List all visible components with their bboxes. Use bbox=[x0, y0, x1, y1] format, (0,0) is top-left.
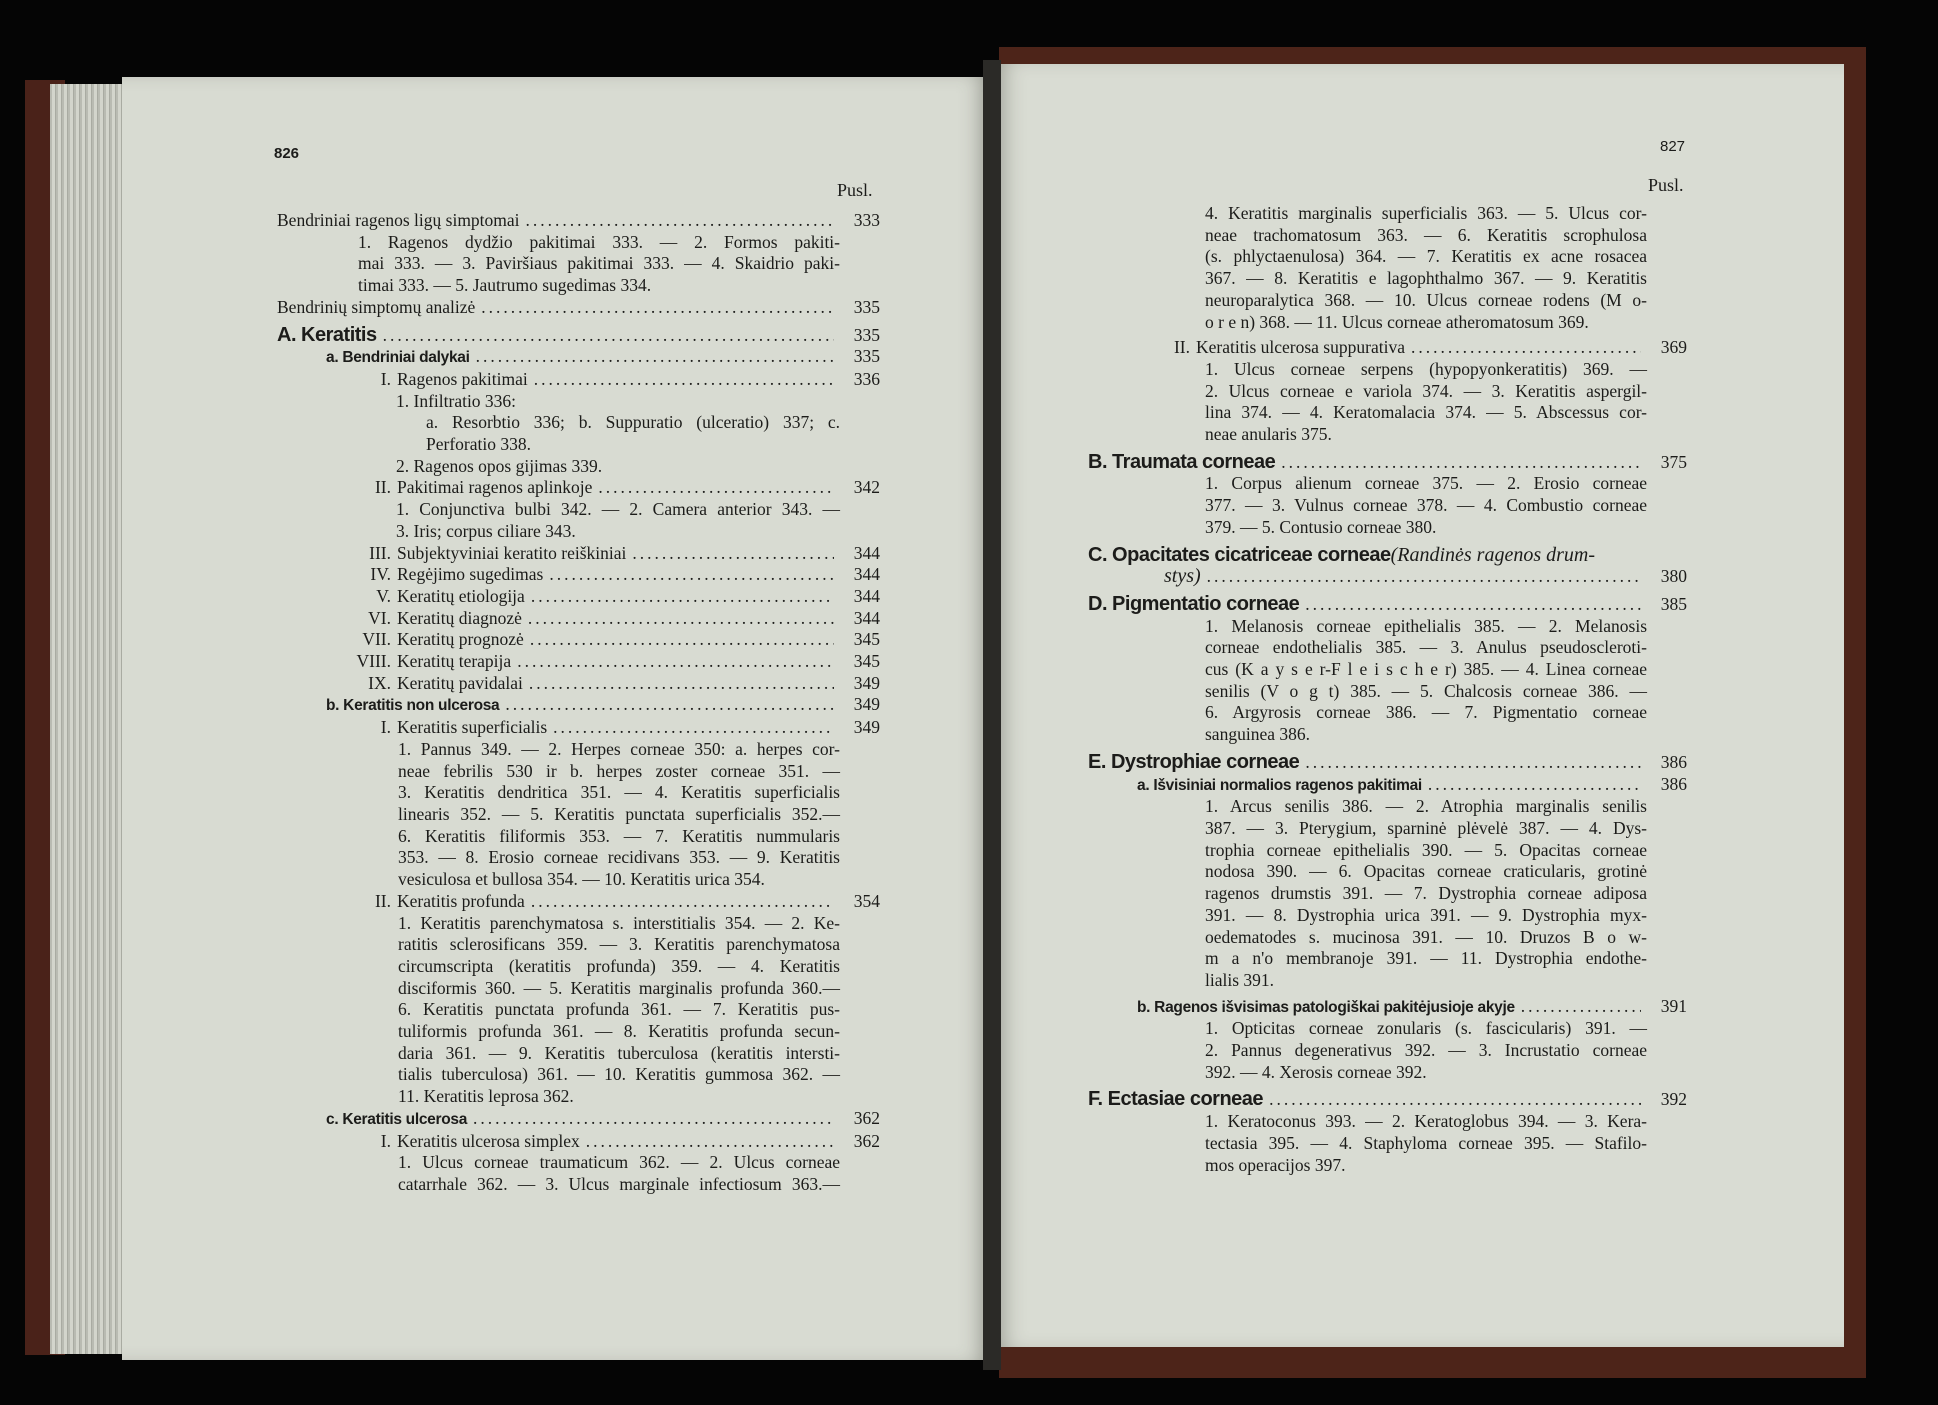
description-line: corneae endothelialis 385. — 3. Anulus pseudoscleroti- bbox=[1205, 637, 1647, 658]
dot-leader bbox=[586, 1131, 834, 1153]
entry-page-number: 333 bbox=[853, 210, 880, 230]
dot-leader bbox=[1305, 594, 1641, 616]
entry-page-number: 345 bbox=[853, 651, 880, 672]
description-line: 6. Keratitis punctata profunda 361. — 7. Keratitis pus- bbox=[398, 999, 840, 1020]
description-line: 367. — 8. Keratitis e lagophthalmo 367. — 9. Keratitis bbox=[1205, 268, 1647, 289]
entry-page-number: 344 bbox=[853, 564, 880, 585]
description-line: tialis tuberculosa) 361. — 10. Keratitis gummosa 362. — bbox=[398, 1064, 840, 1085]
entry-page-number: 349 bbox=[853, 717, 880, 738]
description-line: 353. — 8. Erosio corneae recidivans 353. — 9. Keratitis bbox=[398, 847, 840, 868]
dot-leader bbox=[1269, 1089, 1641, 1111]
dot-leader bbox=[1207, 566, 1641, 588]
toc-description bbox=[277, 391, 880, 413]
entry-label: Keratitis ulcerosa suppurativa bbox=[1196, 337, 1405, 358]
entry-label: F. Ectasiae corneae bbox=[1088, 1088, 1264, 1111]
right-page-number: 827 bbox=[1660, 138, 1686, 155]
description-line: neae febrilis 530 ir b. herpes zoster corneae 351. — bbox=[398, 760, 840, 781]
description-line: cus (K a y s e r-F l e i s c h e r) 385. — 4. Linea corneae bbox=[1205, 659, 1647, 680]
dot-leader bbox=[1411, 337, 1641, 359]
description-line: senilis (V o g t) 385. — 5. Chalcosis corneae 386. — bbox=[1205, 680, 1647, 701]
roman-numeral: I. bbox=[380, 1130, 391, 1151]
toc-description bbox=[277, 412, 880, 455]
entry-page-number: 335 bbox=[853, 346, 880, 367]
roman-numeral: I. bbox=[380, 368, 391, 389]
toc-entry bbox=[277, 1131, 880, 1153]
dot-leader bbox=[598, 477, 834, 499]
toc-entry bbox=[277, 694, 880, 717]
dot-leader bbox=[530, 629, 834, 651]
entry-label: Keratitų etiologija bbox=[397, 585, 525, 606]
entry-label: Regėjimo sugedimas bbox=[397, 564, 544, 585]
entry-label: Keratitų pavidalai bbox=[397, 672, 523, 693]
toc-entry bbox=[1088, 1089, 1687, 1111]
entry-page-number: 386 bbox=[1660, 773, 1687, 794]
entry-page-number: 335 bbox=[853, 296, 880, 317]
description-line: a. Resorbtio 336; b. Suppuratio (ulceratio) 337; c. bbox=[426, 412, 840, 433]
dot-leader bbox=[473, 1108, 834, 1130]
entry-page-number: 375 bbox=[1660, 451, 1687, 472]
entry-label: Keratitis superficialis bbox=[397, 717, 548, 738]
entry-page-number: 392 bbox=[1660, 1089, 1687, 1110]
toc-description bbox=[277, 1152, 880, 1195]
dot-leader bbox=[1428, 774, 1641, 796]
dot-leader bbox=[481, 297, 834, 319]
toc-entry bbox=[1088, 752, 1687, 774]
toc-entry bbox=[277, 717, 880, 739]
dot-leader bbox=[526, 210, 834, 232]
left-pusl-header: Pusl. bbox=[837, 180, 873, 200]
description-line: tuliformis profunda 361. — 8. Keratitis profunda secun- bbox=[398, 1021, 840, 1042]
description-line: timai 333. — 5. Jautrumo sugedimas 334. bbox=[358, 275, 652, 296]
dot-leader bbox=[529, 673, 834, 695]
description-line: 1. Arcus senilis 386. — 2. Atrophia marginalis senilis bbox=[1205, 796, 1647, 817]
roman-numeral: IX. bbox=[368, 672, 391, 693]
entry-page-number: 335 bbox=[853, 324, 880, 345]
description-line: m a n'o membranoje 391. — 11. Dystrophia endothe- bbox=[1205, 948, 1647, 969]
toc-entry bbox=[277, 891, 880, 913]
entry-label: C. Opacitates cicatriceae corneae bbox=[1088, 543, 1391, 566]
entry-page-number: 336 bbox=[853, 368, 880, 389]
description-line: neae anularis 375. bbox=[1205, 424, 1332, 445]
dot-leader bbox=[534, 369, 834, 391]
description-line: disciformis 360. — 5. Keratitis marginalis profunda 360.— bbox=[398, 977, 840, 998]
entry-label: Ragenos pakitimai bbox=[397, 368, 528, 389]
dot-leader bbox=[531, 586, 834, 608]
description-line: Perforatio 338. bbox=[426, 434, 531, 455]
entry-label: b. Keratitis non ulcerosa bbox=[326, 697, 500, 715]
description-line: oedematodes s. mucinosa 391. — 10. Druzos B o w- bbox=[1205, 926, 1647, 947]
description-line: 2. Pannus degenerativus 392. — 3. Incrustatio corneae bbox=[1205, 1040, 1647, 1061]
description-line: vesiculosa et bullosa 354. — 10. Keratitis urica 354. bbox=[398, 869, 765, 890]
toc-entry bbox=[1088, 452, 1687, 474]
dot-leader bbox=[549, 564, 834, 586]
toc-entry bbox=[277, 651, 880, 673]
entry-label: Keratitų prognozė bbox=[397, 629, 524, 650]
description-line: circumscripta (keratitis profunda) 359. — 4. Keratitis bbox=[398, 955, 840, 976]
description-line: 6. Argyrosis corneae 386. — 7. Pigmentatio corneae bbox=[1205, 702, 1647, 723]
toc-description bbox=[277, 913, 880, 1108]
description-line: 387. — 3. Pterygium, sparninė plėvelė 387. — 4. Dys- bbox=[1205, 817, 1647, 838]
entry-page-number: 391 bbox=[1660, 995, 1687, 1016]
roman-numeral: I. bbox=[380, 717, 391, 738]
dot-leader bbox=[1305, 752, 1641, 774]
entry-label: Bendriniai ragenos ligų simptomai bbox=[277, 210, 520, 230]
dot-leader bbox=[1281, 452, 1641, 474]
description-line: 4. Keratitis marginalis superficialis 363. — 5. Ulcus cor- bbox=[1205, 203, 1647, 223]
entry-page-number: 362 bbox=[853, 1107, 880, 1128]
description-line: nodosa 390. — 6. Opacitas corneae craticularis, grotinė bbox=[1205, 861, 1647, 882]
description-line: sanguinea 386. bbox=[1205, 724, 1310, 745]
dot-leader bbox=[528, 608, 834, 630]
right-toc bbox=[1088, 203, 1687, 1176]
description-line: neuroparalytica 368. — 10. Ulcus corneae rodens (M o- bbox=[1205, 289, 1647, 310]
roman-numeral: II. bbox=[374, 890, 391, 911]
dot-leader bbox=[553, 717, 834, 739]
entry-page-number: 344 bbox=[853, 585, 880, 606]
entry-label: a. Bendriniai dalykai bbox=[326, 349, 470, 367]
toc-description bbox=[1088, 203, 1687, 333]
toc-entry bbox=[277, 210, 880, 232]
entry-page-number: 349 bbox=[853, 672, 880, 693]
roman-numeral: VI. bbox=[368, 607, 391, 628]
description-line: 3. Keratitis dendritica 351. — 4. Keratitis superficialis bbox=[398, 782, 840, 803]
entry-label-italic: (Randinės ragenos drum- bbox=[1390, 543, 1595, 566]
dot-leader bbox=[476, 346, 834, 368]
description-line: 1. Keratitis parenchymatosa s. interstitialis 354. — 2. Ke- bbox=[398, 912, 840, 933]
description-line: 1. Conjunctiva bulbi 342. — 2. Camera anterior 343. — bbox=[396, 499, 840, 520]
dot-leader bbox=[505, 694, 834, 716]
toc-description bbox=[1088, 796, 1687, 991]
description-line: mai 333. — 3. Paviršiaus pakitimai 333. — 4. Skaidrio paki- bbox=[358, 253, 840, 274]
dot-leader bbox=[383, 325, 834, 347]
toc-entry bbox=[1088, 337, 1687, 359]
entry-page-number: 344 bbox=[853, 542, 880, 563]
toc-description bbox=[1088, 1018, 1687, 1083]
toc-entry bbox=[277, 1108, 880, 1131]
toc-entry bbox=[1088, 996, 1687, 1019]
description-line: daria 361. — 9. Keratitis tuberculosa (keratitis intersti- bbox=[398, 1042, 840, 1063]
description-line: (s. phlyctaenulosa) 364. — 7. Keratitis ex acne rosacea bbox=[1205, 246, 1647, 267]
roman-numeral: IV. bbox=[370, 564, 391, 585]
entry-label: Keratitų terapija bbox=[397, 651, 512, 672]
page-stack-edge bbox=[50, 84, 128, 1354]
left-page-number: 826 bbox=[274, 145, 300, 162]
description-line: neae trachomatosum 363. — 6. Keratitis scrophulosa bbox=[1205, 224, 1647, 245]
description-line: tectasia 395. — 4. Staphyloma corneae 395. — Stafilo- bbox=[1205, 1132, 1647, 1153]
description-line: 1. Ragenos dydžio pakitimai 333. — 2. Formos pakiti- bbox=[358, 231, 840, 252]
roman-numeral: V. bbox=[376, 585, 391, 606]
toc-description bbox=[1088, 1111, 1687, 1176]
entry-label: Bendrinių simptomų analizė bbox=[277, 296, 476, 317]
right-pusl-header: Pusl. bbox=[1648, 175, 1684, 195]
toc-entry bbox=[1088, 594, 1687, 616]
entry-page-number: 380 bbox=[1660, 566, 1687, 587]
description-line: 2. Ulcus corneae e variola 374. — 3. Keratitis aspergil- bbox=[1205, 380, 1647, 401]
toc-entry bbox=[277, 297, 880, 319]
entry-label: a. Išvisiniai normalios ragenos pakitimai bbox=[1137, 776, 1422, 794]
toc-description bbox=[277, 499, 880, 542]
toc-entry bbox=[277, 673, 880, 695]
toc-entry bbox=[277, 629, 880, 651]
toc-entry bbox=[277, 346, 880, 369]
toc-entry bbox=[277, 564, 880, 586]
entry-label: Pakitimai ragenos aplinkoje bbox=[397, 477, 593, 498]
description-line: 1. Ulcus corneae serpens (hypopyonkeratitis) 369. — bbox=[1205, 358, 1647, 379]
description-line: 6. Keratitis filiformis 353. — 7. Keratitis nummularis bbox=[398, 825, 840, 846]
description-line: 2. Ragenos opos gijimas 339. bbox=[396, 455, 603, 476]
toc-entry bbox=[277, 477, 880, 499]
entry-page-number: 349 bbox=[853, 694, 880, 715]
toc-description bbox=[277, 232, 880, 297]
roman-numeral: VIII. bbox=[356, 651, 391, 672]
dot-leader bbox=[517, 651, 834, 673]
left-toc bbox=[277, 210, 880, 1196]
entry-page-number: 354 bbox=[853, 890, 880, 911]
toc-entry-continuation bbox=[1088, 566, 1687, 588]
dot-leader bbox=[531, 891, 834, 913]
description-line: ragenos drumstis 391. — 7. Dystrophia corneae adiposa bbox=[1205, 883, 1647, 904]
roman-numeral: VII. bbox=[362, 629, 391, 650]
description-line: linearis 352. — 5. Keratitis punctata superficialis 352.— bbox=[398, 803, 840, 824]
entry-page-number: 342 bbox=[853, 477, 880, 498]
entry-label: D. Pigmentatio corneae bbox=[1088, 592, 1300, 615]
entry-label: A. Keratitis bbox=[277, 323, 377, 346]
description-line: catarrhale 362. — 3. Ulcus marginale infectiosum 363.— bbox=[398, 1173, 840, 1194]
entry-page-number: 386 bbox=[1660, 751, 1687, 772]
description-line: trophia corneae epithelialis 390. — 5. Opacitas corneae bbox=[1205, 839, 1647, 860]
description-line: 391. — 8. Dystrophia urica 391. — 9. Dystrophia myx- bbox=[1205, 904, 1647, 925]
toc-description bbox=[277, 456, 880, 478]
entry-label: Keratitų diagnozė bbox=[397, 607, 522, 628]
entry-label: Keratitis ulcerosa simplex bbox=[397, 1130, 580, 1151]
toc-entry bbox=[1088, 774, 1687, 797]
toc-entry bbox=[277, 608, 880, 630]
description-line: o r e n) 368. — 11. Ulcus corneae atheromatosum 369. bbox=[1205, 311, 1589, 332]
entry-label: B. Traumata corneae bbox=[1088, 450, 1276, 473]
description-line: 3. Iris; corpus ciliare 343. bbox=[396, 520, 576, 541]
description-line: 1. Infiltratio 336: bbox=[396, 390, 517, 411]
book-spine bbox=[983, 60, 1001, 1370]
description-line: lina 374. — 4. Keratomalacia 374. — 5. Abscessus cor- bbox=[1205, 402, 1647, 423]
description-line: ratitis sclerosificans 359. — 3. Keratitis parenchymatosa bbox=[398, 934, 840, 955]
toc-entry-heading bbox=[1088, 545, 1687, 567]
entry-label: b. Ragenos išvisimas patologiškai pakitėjusioje akyje bbox=[1137, 998, 1515, 1016]
description-line: 1. Corpus alienum corneae 375. — 2. Erosio corneae bbox=[1205, 473, 1647, 494]
roman-numeral: III. bbox=[369, 542, 391, 563]
description-line: 379. — 5. Contusio corneae 380. bbox=[1205, 516, 1437, 537]
roman-numeral: II. bbox=[1173, 337, 1190, 358]
description-line: 392. — 4. Xerosis corneae 392. bbox=[1205, 1061, 1427, 1082]
toc-description bbox=[277, 739, 880, 891]
toc-entry bbox=[277, 586, 880, 608]
toc-description bbox=[1088, 616, 1687, 746]
entry-page-number: 344 bbox=[853, 607, 880, 628]
toc-description bbox=[1088, 473, 1687, 538]
description-line: mos operacijos 397. bbox=[1205, 1154, 1346, 1175]
entry-label: c. Keratitis ulcerosa bbox=[326, 1110, 468, 1128]
dot-leader bbox=[632, 543, 834, 565]
description-line: 1. Keratoconus 393. — 2. Keratoglobus 394. — 3. Kera- bbox=[1205, 1111, 1647, 1132]
description-line: 377. — 3. Vulnus corneae 378. — 4. Combustio corneae bbox=[1205, 495, 1647, 516]
entry-label: Keratitis profunda bbox=[397, 890, 525, 911]
entry-label: E. Dystrophiae corneae bbox=[1088, 750, 1300, 773]
entry-page-number: 345 bbox=[853, 629, 880, 650]
toc-entry bbox=[277, 543, 880, 565]
description-line: 11. Keratitis leprosa 362. bbox=[398, 1086, 574, 1107]
entry-label: Subjektyviniai keratito reiškiniai bbox=[397, 542, 627, 563]
entry-page-number: 369 bbox=[1660, 337, 1687, 358]
roman-numeral: II. bbox=[374, 477, 391, 498]
description-line: lialis 391. bbox=[1205, 969, 1275, 990]
toc-entry bbox=[277, 325, 880, 347]
description-line: 1. Melanosis corneae epithelialis 385. — 2. Melanosis bbox=[1205, 615, 1647, 636]
description-line: 1. Opticitas corneae zonularis (s. fascicularis) 391. — bbox=[1205, 1018, 1647, 1039]
entry-page-number: 362 bbox=[853, 1130, 880, 1151]
dot-leader bbox=[1521, 996, 1641, 1018]
toc-description bbox=[1088, 359, 1687, 446]
description-line: 1. Ulcus corneae traumaticum 362. — 2. Ulcus corneae bbox=[398, 1152, 840, 1173]
entry-page-number: 385 bbox=[1660, 593, 1687, 614]
toc-entry bbox=[277, 369, 880, 391]
entry-label-italic: stys) bbox=[1164, 565, 1201, 588]
description-line: 1. Pannus 349. — 2. Herpes corneae 350: a. herpes cor- bbox=[398, 738, 840, 759]
